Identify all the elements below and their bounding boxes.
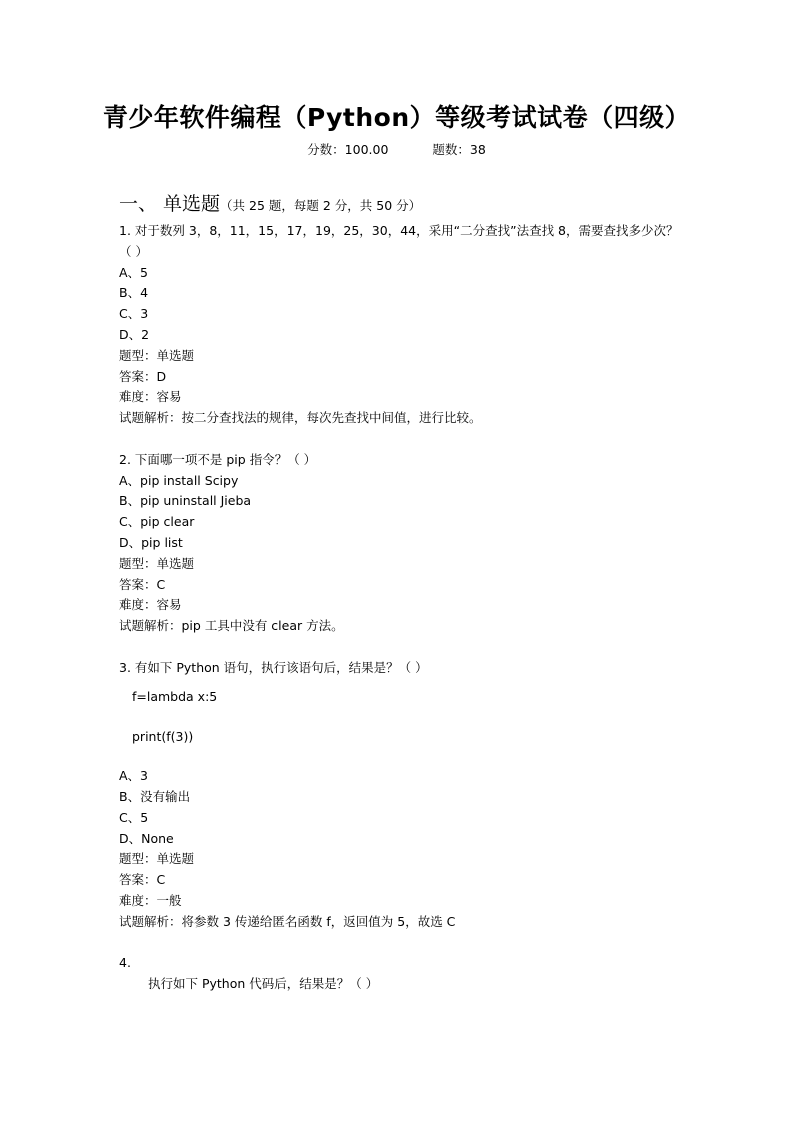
question-stem: 2. 下面哪一项不是 pip 指令？（ ） xyxy=(119,451,317,467)
question-2 xyxy=(119,450,681,637)
option-d: D、pip list xyxy=(119,534,183,550)
option-d: D、None xyxy=(119,830,174,846)
question-list xyxy=(119,221,681,995)
question-stem: 1. 对于数列 3，8，11，15，17，19，25，30，44，采用“二分查找”法查找 8，需要查找多少次？（ ） xyxy=(119,223,679,259)
code-line: f=lambda x:5 xyxy=(132,688,218,704)
option-c: C、3 xyxy=(119,306,149,322)
option-d: D、2 xyxy=(119,326,150,342)
question-answer: 答案：D xyxy=(119,368,167,384)
option-a: A、pip install Scipy xyxy=(119,472,239,488)
question-type: 题型：单选题 xyxy=(119,347,195,363)
question-3 xyxy=(119,658,681,933)
question-type: 题型：单选题 xyxy=(119,555,195,571)
question-type: 题型：单选题 xyxy=(119,851,195,867)
question-analysis: 试题解析：将参数 3 传递给匿名函数 f，返回值为 5，故选 C xyxy=(119,913,456,929)
question-count: 题数：38 xyxy=(432,142,486,157)
option-b: B、没有输出 xyxy=(119,788,191,804)
total-score: 分数：100.00 xyxy=(307,142,389,157)
page-title: 青少年软件编程（Python）等级考试试卷（四级） xyxy=(102,103,691,132)
question-stem: 3. 有如下 Python 语句，执行该语句后，结果是？（ ） xyxy=(119,659,428,675)
question-analysis: 试题解析：pip 工具中没有 clear 方法。 xyxy=(119,618,344,634)
question-4 xyxy=(119,953,681,995)
section-heading xyxy=(119,189,421,216)
question-1 xyxy=(119,221,681,429)
option-b: B、pip uninstall Jieba xyxy=(119,493,252,509)
question-stem: 执行如下 Python 代码后，结果是？（ ） xyxy=(148,976,379,992)
code-line: print(f(3)) xyxy=(132,729,194,745)
question-difficulty: 难度：容易 xyxy=(119,389,182,405)
question-number: 4. xyxy=(119,955,131,971)
question-answer: 答案：C xyxy=(119,576,166,592)
section-title: 一、 单选题 xyxy=(119,193,221,215)
option-c: C、pip clear xyxy=(119,514,195,530)
code-block xyxy=(119,687,681,749)
exam-meta xyxy=(0,140,793,158)
question-difficulty: 难度：一般 xyxy=(119,892,182,908)
section-note: （共 25 题，每题 2 分，共 50 分） xyxy=(220,198,422,213)
question-answer: 答案：C xyxy=(119,872,166,888)
question-analysis: 试题解析：按二分查找法的规律，每次先查找中间值，进行比较。 xyxy=(119,410,482,426)
question-difficulty: 难度：容易 xyxy=(119,597,182,613)
option-c: C、5 xyxy=(119,809,149,825)
option-a: A、5 xyxy=(119,264,149,280)
option-a: A、3 xyxy=(119,768,149,784)
option-b: B、4 xyxy=(119,285,149,301)
